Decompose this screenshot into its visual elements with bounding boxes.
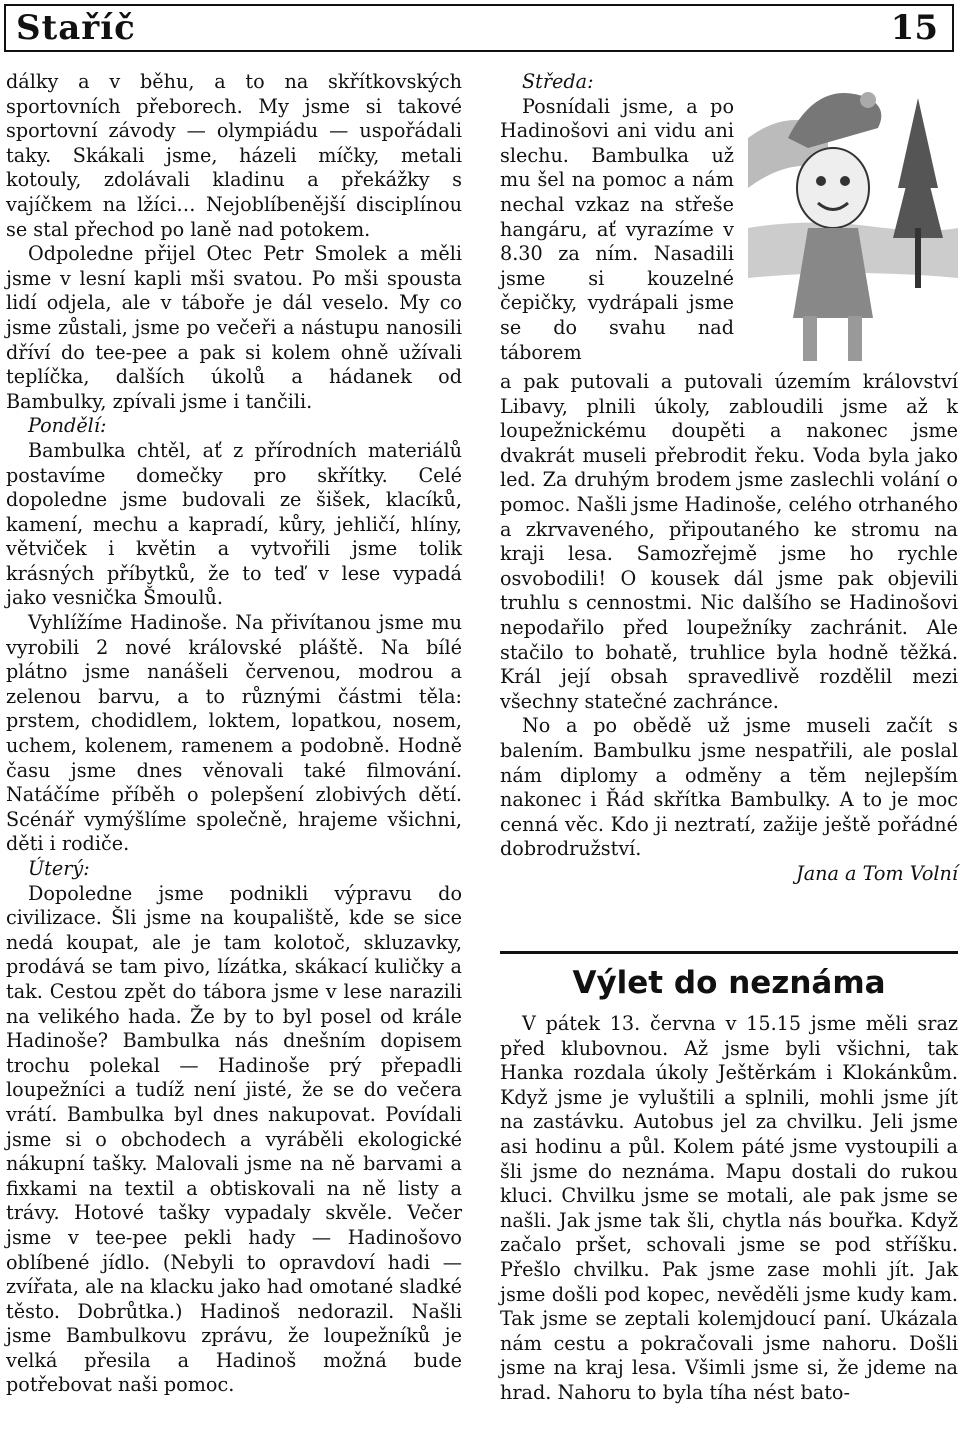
paragraph: Posnídali jsme, a po Hadinošovi ani vidu ani slechu. Bambulka už mu šel na pomoc a nám nechal vzkaz na střeše hangáru, ať vyrazíme v 8.30 za ním. Nasadili jsme si kouzelné čepičky, vydrápali jsme se do svahu nad táborem [500, 94, 734, 364]
left-column [6, 70, 462, 1398]
paragraph: V pátek 13. června v 15.15 jsme měli sraz před klubovnou. Až jsme byli všichni, tak Hanka rozdala úkoly Ještěrkám i Klokánkům. Když jsme je vyluštili a splnili, mohli jsme jít na zastávku. Autobus jel za chvilku. Jeli jsme asi hodinu a půl. Kolem páté jsme vystoupili a šli jsme do neznáma. Mapu dostali do rukou kluci. Chvilku jsme se motali, ale pak jsme se našli. Jak jsme tak šli, chytla nás bouřka. Když začalo pršet, schovali jsme se pod stříšku. Přešlo chvilku. Pak jsme zase mohli jít. Jak jsme došli pod kopec, nevěděli jsme kudy kam. Tak jsme se zeptali kolemjdoucí paní. Ukázala nám cestu a pokračovali jsme nahoru. Došli jsme na kraj lesa. Všimli jsme si, že jdeme na hrad. Nahoru to byla tíha nést bato- [500, 1012, 958, 1404]
right-column-bottom [500, 370, 958, 886]
paragraph: Dopoledne jsme podnikli výpravu do civilizace. Šli jsme na koupaliště, kde se sice nedá koupat, ale je tam kolotoč, skluzavky, prodává se tam pivo, lízátka, skákací kuličky a tak. Cestou zpět do tábora jsme v lese narazili na velikého hada. Že by to byl posel od krále Hadinoše? Bambulka nás dnešním dopisem trochu polekal — Hadinoše prý přepadli loupežníci a tudíž není jisté, že se do večera vrátí. Bambulka byl dnes nakupovat. Povídali jsme si o obchodech a vyráběli ekologické nákupní tašky. Malovali jsme na ně barvami a fixkami na textil a obtiskovali na ně listy a trávy. Hotové tašky vypadaly skvěle. Večer jsme v tee-pee pekli hady — Hadinošovo oblíbené jídlo. (Nebyli to opravdoví hadi — zvířata, ale na klacku jako had omotané sladké těsto. Dobrůtka.) Hadinoš nedorazil. Našli jsme Bambulkovu zprávu, že loupežníků je velká přesila a Hadinoš možná bude potřebovat naši pomoc. [6, 881, 462, 1397]
trip-article [500, 1012, 958, 1406]
child-drawing-image [748, 78, 958, 366]
paragraph: Odpoledne přijel Otec Petr Smolek a měli jsme v lesní kapli mši svatou. Po mši spousta lidí odjela, ale v táboře je dál veselo. My co jsme zůstali, jsme po večeři a nástupu nanosili dříví do tee-pee a pak si kolem ohně užívali teplíčka, dalších úkolů a hádanek od Bambulky, zpívali jsme i tančili. [6, 242, 462, 413]
article-author: Jana a Tom Volní [796, 861, 958, 885]
page-number: 15 [890, 8, 938, 48]
magazine-title: Staříč [16, 8, 136, 48]
right-column-top [500, 70, 734, 365]
paragraph: No a po obědě už jsme museli začít s balením. Bambulku jsme nespatřili, ale poslal nám diplomy a odměny a těm nejlepším nakonec i Řád skřítka Bambulky. A to je moc cenná věc. Kdo ji neztratí, zažije ještě pořádné dobrodružství. [500, 714, 958, 861]
day-heading-tuesday: Úterý: [28, 857, 90, 880]
paragraph: a pak putovali a putovali územím království Libavy, plnili úkoly, zabloudili jsme až k loupežnickému doupěti a nakonec jsme dvakrát museli přebrodit řeku. Voda byla jako led. Za druhým brodem jsme zaslechli volání o pomoc. Našli jsme Hadinoše, celého otrhaného a zkrvaveného, připoutaného ke stromu na kraji lesa. Samozřejmě jsme ho rychle osvobodili! O kousek dál jsme pak objevili truhlu s cennostmi. Nic dalšího se Hadinošovi nepodařilo před loupežníky zachránit. Ale stačilo to bohatě, truhlice byla hodně těžká. Král její obsah spravedlivě rozdělil mezi všechny statečné zachránce. [500, 370, 958, 713]
page-header [4, 4, 954, 52]
paragraph: Vyhlížíme Hadinoše. Na přivítanou jsme mu vyrobili 2 nové královské pláště. Na bílé plátno jsme nanášeli červenou, modrou a zelenou barvu, a to různými částmi těla: prstem, chodidlem, loktem, lopatkou, nosem, uchem, kolenem, ramenem a podobně. Hodně času jsme dnes věnovali také filmování. Natáčíme příběh o polepšení zlobivých dětí. Scénář vymýšlíme společně, hrajeme všichni, děti i rodiče. [6, 611, 462, 856]
day-heading-monday: Pondělí: [28, 414, 107, 438]
article-title: Výlet do neznáma [572, 965, 886, 1001]
section-divider [500, 951, 958, 954]
day-heading-wednesday: Středa: [522, 70, 594, 93]
paragraph: dálky a v běhu, a to na skřítkovských sportovních přeborech. My jsme si takové sportovní závody — olympiádu — uspořádali taky. Skákali jsme, házeli míčky, metali kotouly, zdolávali kladinu a překážky s vajíčkem na lžíci… Nejoblíbenější disciplínou se stal přechod po laně nad potokem. [6, 70, 462, 241]
paragraph: Bambulka chtěl, ať z přírodních materiálů postavíme domečky pro skřítky. Celé dopoledne jsme budovali ze šišek, klacíků, kamení, mechu a kapradí, kůry, jehličí, hlíny, větviček i květin a vytvořili jsme tolik krásných příbytků, že to teď v lese vypadá jako vesnička Šmoulů. [6, 438, 462, 610]
